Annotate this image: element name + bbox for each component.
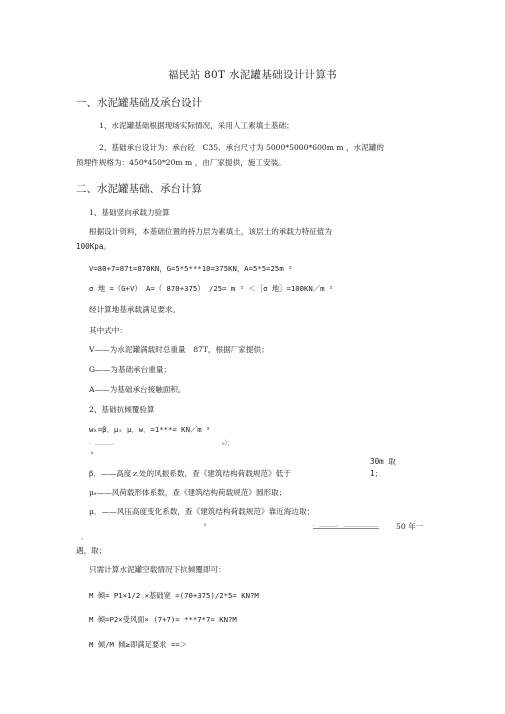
paragraph: 根据设计资料，本基础位置的持力层为素填土，该层土的承载力特征值为 <box>89 227 332 236</box>
definition: μ．——风压高度变化系数，查《建筑结构荷载规范》靠近海边取； <box>89 507 315 516</box>
paragraph: 1、水泥罐基础根据现场实际情况，采用人工素填土基础； <box>99 121 294 130</box>
scrawl: ₀）； <box>222 440 234 447</box>
conclusion: 经计算地基承载满足要求。 <box>89 305 181 314</box>
definition: μₛ——风荷载形体系数，查《建筑结构荷载规范》圆形取； <box>89 488 287 497</box>
equation: M 倾/M 倾≥即满足要求 ==＞ <box>89 640 187 649</box>
paragraph: 其中式中： <box>89 326 127 335</box>
equation: M 倾=P2×受风面× (7+7)= ***7*7= KN?M <box>89 615 237 624</box>
subheading: 1、基础竖向承载力验算 <box>89 208 170 217</box>
scrawl: ₀ <box>204 521 207 528</box>
side-note: 50 年一 <box>396 522 424 531</box>
page-title: 福民站 80T 水泥罐基础设计计算书 <box>168 69 337 81</box>
subheading: 2、基础抗倾覆验算 <box>89 405 155 414</box>
section-heading-2: 二、水泥罐基础、承台计算 <box>76 183 202 195</box>
scrawl: ． <box>81 532 89 541</box>
scrawl: ．＿＿＿． <box>89 439 120 446</box>
paragraph: 100Kpa。 <box>76 242 112 251</box>
paragraph: 2、基础承台设计为：承台砼 C35、承台尺寸为 5000*5000*600m m ，水泥罐的 <box>99 143 384 152</box>
side-note: 1； <box>370 469 383 478</box>
definition: A——为基础承台接触面积。 <box>89 385 186 394</box>
equation: V=80+7=87t=870KN，G=5*5***10=375KN，A=5*5=25m ² <box>89 264 293 273</box>
equation: M 倾= P1×1/2 ×基础宽 =(70+375)/2*5= KN?M <box>89 591 259 600</box>
scrawl: ．＿＿＿．＿＿＿＿＿＿ <box>313 521 380 528</box>
equation: wₖ=β．μₛ μ．w．=1***= KN／m ² <box>89 425 211 434</box>
definition: β．——高度ｚ处的风振系数，查《建筑结构荷载规范》低于 <box>89 469 291 478</box>
section-heading-1: 一、水泥罐基础及承台设计 <box>76 97 202 109</box>
side-note: 30m 取 <box>370 457 396 466</box>
scrawl: ₖ <box>91 449 94 456</box>
definition: G——为基础承台重量； <box>89 365 172 374</box>
definition: V——为水泥罐满载时总重量 87T，根据厂家提供； <box>89 345 269 354</box>
equation: σ 地 =（G+V） A=（ 870+375） /25= m ² ＜［σ 地］=100KN／m ² <box>89 284 334 293</box>
paragraph: 只需计算水泥罐空载情况下抗倾覆即可： <box>89 565 226 574</box>
paragraph: 预埋件规格为：450*450*20m m ，由厂家提供，施工安装。 <box>76 158 286 167</box>
definition: 遇，取； <box>76 546 107 555</box>
